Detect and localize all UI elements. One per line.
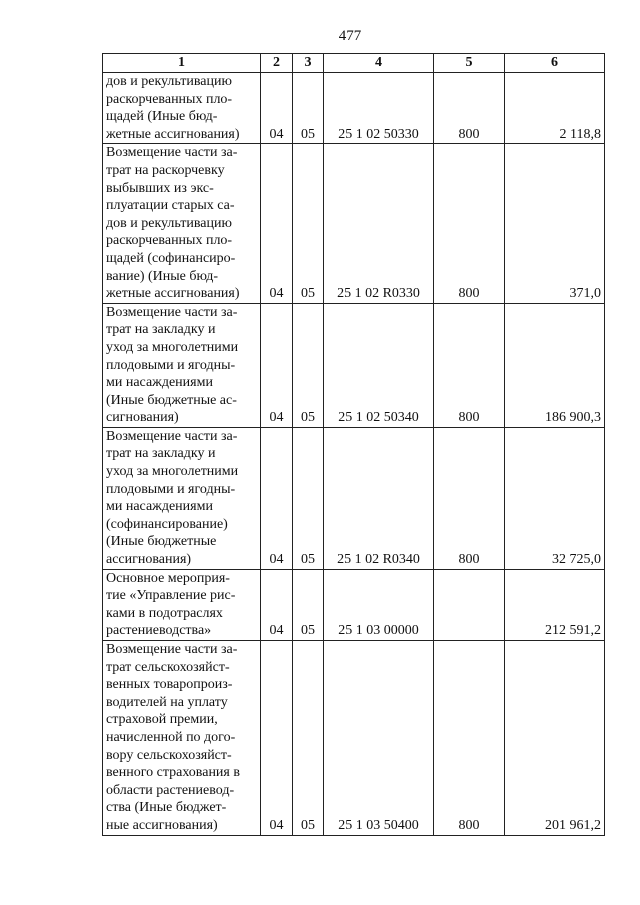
row-section-code: 04 — [261, 73, 293, 144]
row-name: Основное мероприя- тие «Управление рис- ками в подотраслях растениеводства» — [103, 569, 261, 640]
row-target-article-code: 25 1 02 50340 — [324, 303, 434, 427]
row-subsection-code: 05 — [293, 144, 324, 303]
page-number: 477 — [338, 28, 362, 44]
header-col-2: 2 — [261, 54, 293, 73]
row-target-article-code: 25 1 02 50330 — [324, 73, 434, 144]
row-name: Возмещение части за- трат на раскорчевку выбывших из экс- плуатации старых са- дов и рекультивацию раскорчеванных пло- щадей (софинансиро- вание) (Иные бюд- жетные ассигнования) — [103, 144, 261, 303]
row-amount: 212 591,2 — [505, 569, 605, 640]
row-name: Возмещение части за- трат на закладку и уход за многолетними плодовыми и ягодны- ми насаждениями (Иные бюджетные ас- сигнования) — [103, 303, 261, 427]
row-expense-type-code: 800 — [434, 303, 505, 427]
header-col-4: 4 — [324, 54, 434, 73]
row-name: дов и рекультивацию раскорчеванных пло- щадей (Иные бюд- жетные ассигнования) — [103, 73, 261, 144]
row-name: Возмещение части за- трат на закладку и уход за многолетними плодовыми и ягодны- ми насаждениями (софинансирование) (Иные бюджетные ассигнования) — [103, 427, 261, 569]
row-subsection-code: 05 — [293, 641, 324, 836]
table-row — [103, 144, 605, 303]
row-section-code: 04 — [261, 144, 293, 303]
header-col-6: 6 — [505, 54, 605, 73]
row-subsection-code: 05 — [293, 427, 324, 569]
row-target-article-code: 25 1 02 R0330 — [324, 144, 434, 303]
row-section-code: 04 — [261, 641, 293, 836]
row-target-article-code: 25 1 03 50400 — [324, 641, 434, 836]
budget-table — [102, 53, 605, 836]
table-row — [103, 73, 605, 144]
row-name: Возмещение части за- трат сельскохозяйст- венных товаропроиз- водителей на уплату страховой премии, начисленной по дого- вору сельскохозяйст- венного страхования в области растениевод- ства (Иные бюджет- ные ассигнования) — [103, 641, 261, 836]
header-col-1: 1 — [103, 54, 261, 73]
row-expense-type-code: 800 — [434, 73, 505, 144]
header-col-3: 3 — [293, 54, 324, 73]
table-row — [103, 569, 605, 640]
row-subsection-code: 05 — [293, 73, 324, 144]
row-expense-type-code: 800 — [434, 427, 505, 569]
table-row — [103, 641, 605, 836]
row-section-code: 04 — [261, 569, 293, 640]
row-amount: 371,0 — [505, 144, 605, 303]
row-expense-type-code: 800 — [434, 641, 505, 836]
row-expense-type-code: 800 — [434, 144, 505, 303]
row-target-article-code: 25 1 03 00000 — [324, 569, 434, 640]
row-amount: 186 900,3 — [505, 303, 605, 427]
row-amount: 32 725,0 — [505, 427, 605, 569]
row-section-code: 04 — [261, 303, 293, 427]
row-amount: 2 118,8 — [505, 73, 605, 144]
row-target-article-code: 25 1 02 R0340 — [324, 427, 434, 569]
header-col-5: 5 — [434, 54, 505, 73]
table-row — [103, 303, 605, 427]
row-expense-type-code — [434, 569, 505, 640]
table-header-row — [103, 54, 605, 73]
row-amount: 201 961,2 — [505, 641, 605, 836]
table-row — [103, 427, 605, 569]
row-section-code: 04 — [261, 427, 293, 569]
row-subsection-code: 05 — [293, 303, 324, 427]
row-subsection-code: 05 — [293, 569, 324, 640]
